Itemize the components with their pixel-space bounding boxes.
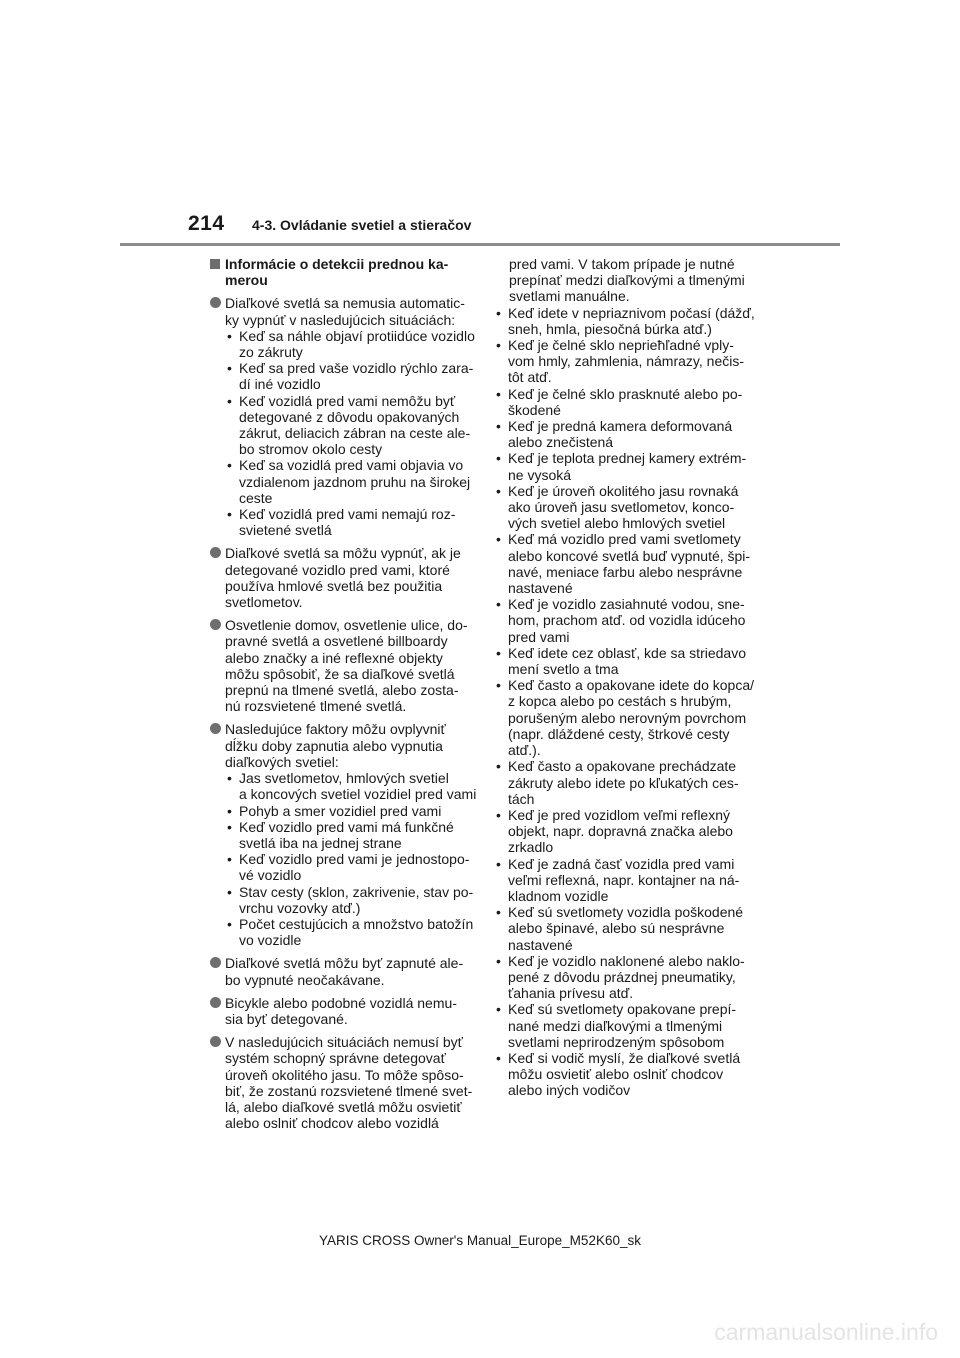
bullet-line: vé vozidlo	[239, 867, 302, 884]
right-column	[494, 256, 756, 1099]
bullet-marker: •	[496, 677, 501, 694]
text-line: Diaľkové svetlá sa môžu vypnúť, ak je	[225, 545, 461, 562]
left-column	[210, 256, 477, 1138]
bullet-line: Keď sa vozidlá pred vami objavia vo	[239, 457, 464, 474]
bullet-item	[494, 531, 756, 596]
subsection-heading	[210, 256, 472, 288]
info-item	[210, 955, 472, 987]
bullet-line: Keď idete cez oblasť, kde sa striedavo	[508, 644, 746, 661]
bullet-item	[494, 856, 756, 905]
bullet-line: Keď je teplota prednej kamery extrém-	[508, 450, 747, 467]
bullet-line: vých svetiel alebo hmlových svetiel	[508, 515, 726, 532]
bullet-line: sneh, hmla, piesočná búrka atď.)	[508, 320, 712, 337]
bullet-line: Keď je vozidlo zasiahnuté vodou, sne-	[508, 596, 745, 613]
bullet-line: hom, prachom atď. od vozidla idúceho	[508, 612, 746, 629]
bullet-line: môžu osvietiť alebo oslniť chodcov	[508, 1066, 724, 1083]
bullet-line: Keď je čelné sklo prasknuté alebo po-	[508, 385, 743, 402]
bullet-line: detegované z dôvodu opakovaných	[239, 408, 460, 425]
bullet-marker: •	[227, 851, 232, 868]
bullet-marker: •	[496, 1001, 501, 1018]
bullet-line: tách	[508, 790, 535, 807]
bullet-marker: •	[227, 457, 232, 474]
bullet-marker: •	[496, 385, 501, 402]
bullet-item	[225, 851, 472, 883]
bullet-line: vom hmly, zahmlenia, námrazy, nečis-	[508, 353, 744, 370]
bullet-list	[225, 327, 475, 539]
bullet-line: Keď sú svetlomety vozidla poškodené	[508, 904, 744, 921]
bullet-marker: •	[227, 770, 232, 787]
text-line: môžu spôsobiť, že sa diaľkové svetlá	[225, 665, 455, 682]
text-line: detegované vozidlo pred vami, ktoré	[225, 561, 450, 578]
text-line: sia byť detegované.	[225, 1010, 348, 1027]
text-line: svetlami manuálne.	[509, 288, 630, 305]
bullet-line: zrkadlo	[508, 839, 554, 856]
bullet-line: z kopca alebo po cestách s hrubým,	[508, 693, 732, 710]
item-text	[225, 295, 472, 327]
bullet-line: Jas svetlometov, hmlových svetiel	[239, 770, 449, 787]
page-number: 214	[188, 212, 225, 235]
text-line: pred vami. V takom prípade je nutné	[509, 256, 735, 272]
bullet-line: atď.).	[508, 742, 541, 759]
text-line: dĺžku doby zapnutia alebo vypnutia	[225, 737, 443, 754]
circle-bullet-icon	[210, 723, 221, 734]
bullet-line: nané medzi diaľkovými a tlmenými	[508, 1017, 723, 1034]
right-bullets	[494, 305, 756, 1099]
item-text	[225, 995, 472, 1027]
section-title: 4-3. Ovládanie svetiel a stieračov	[252, 217, 472, 233]
bullet-line: alebo znečistená	[508, 434, 614, 451]
bullet-marker: •	[496, 855, 501, 872]
circle-bullet-icon	[210, 1036, 221, 1047]
bullet-line: zo zákruty	[239, 344, 303, 361]
bullet-line: porušeným alebo nerovným povrchom	[508, 709, 747, 726]
bullet-marker: •	[227, 802, 232, 819]
circle-bullet-icon	[210, 547, 221, 558]
bullet-line: škodené	[508, 401, 561, 418]
bullet-item	[494, 758, 756, 807]
text-line: biť, že zostanú rozsvietené tlmené svet-	[225, 1082, 473, 1099]
bullet-item	[494, 645, 756, 677]
item-text	[225, 617, 472, 714]
bullet-line: Počet cestujúcich a množstvo batožín	[239, 915, 474, 932]
info-item	[210, 617, 472, 714]
bullet-line: tôt atď.	[508, 369, 552, 386]
text-line: diaľkových svetiel:	[225, 753, 339, 770]
bullet-line: Keď je vozidlo naklonené alebo naklo-	[508, 952, 745, 969]
bullet-item	[494, 904, 756, 953]
bullet-line: ceste	[239, 489, 273, 506]
bullet-line: Keď má vozidlo pred vami svetlomety	[508, 531, 741, 548]
circle-bullet-icon	[210, 957, 221, 968]
bullet-line: Keď vozidlá pred vami nemôžu byť	[239, 392, 456, 409]
bullet-item	[225, 327, 475, 361]
text-line: Osvetlenie domov, osvetlenie ulice, do-	[225, 617, 468, 634]
bullet-line: Keď je pred vozidlom veľmi reflexný	[508, 806, 730, 823]
bullet-item	[494, 483, 756, 532]
circle-bullet-icon	[210, 297, 221, 308]
bullet-line: Keď je zadná časť vozidla pred vami	[508, 855, 735, 872]
bullet-item	[494, 450, 756, 482]
bullet-line: ťahania prívesu atď.	[508, 985, 634, 1002]
bullet-line: nastavené	[508, 936, 573, 953]
bullet-item	[225, 506, 472, 538]
bullet-marker: •	[227, 915, 232, 932]
bullet-item	[225, 393, 472, 458]
bullet-line: Pohyb a smer vozidiel pred vami	[239, 802, 442, 819]
bullet-line: Keď je úroveň okolitého jasu rovnaká	[508, 482, 739, 499]
bullet-marker: •	[496, 531, 501, 548]
bullet-item	[494, 1001, 756, 1050]
bullet-item	[494, 418, 756, 450]
bullet-marker: •	[496, 337, 501, 354]
text-line: alebo značky a iné reflexné objekty	[225, 649, 443, 666]
bullet-line: Keď sa náhle objaví protiidúce vozidlo	[239, 327, 475, 344]
text-line: prepínať medzi diaľkovými a tlmenými	[509, 272, 745, 289]
bullet-item	[494, 386, 756, 418]
bullet-item	[494, 1050, 756, 1099]
bullet-line: (napr. dláždené cesty, štrkové cesty	[508, 725, 730, 742]
text-line: úroveň okolitého jasu. To môže spôso-	[225, 1066, 464, 1083]
bullet-marker: •	[227, 327, 232, 344]
text-line: pravné svetlá a osvetlené billboardy	[225, 633, 448, 650]
bullet-line: ako úroveň jasu svetlometov, konco-	[508, 499, 735, 516]
bullet-line: alebo koncové svetlá buď vypnuté, špi-	[508, 547, 751, 564]
circle-bullet-icon	[210, 997, 221, 1008]
watermark: carmanualsonline.info	[714, 1319, 938, 1345]
header-rule	[120, 243, 840, 246]
bullet-line: vzdialenom jazdnom pruhu na širokej	[239, 473, 471, 490]
info-item	[210, 545, 472, 610]
info-item	[210, 1034, 472, 1131]
bullet-marker: •	[496, 482, 501, 499]
bullet-marker: •	[496, 952, 501, 969]
bullet-item	[225, 884, 472, 916]
bullet-line: alebo iných vodičov	[508, 1082, 631, 1099]
heading-line: Informácie o detekcii prednou ka-	[225, 256, 449, 272]
bullet-line: vrchu vozovky atď.)	[239, 899, 361, 916]
text-line: svetlometov.	[225, 594, 303, 611]
bullet-line: kladnom vozidle	[508, 887, 609, 904]
bullet-line: svetlá iba na jednej strane	[239, 834, 402, 851]
text-line: Diaľkové svetlá sa nemusia automatic-	[225, 295, 465, 312]
bullet-item	[494, 337, 756, 386]
bullet-list	[225, 770, 477, 949]
text-line: ky vypnúť v nasledujúcich situáciách:	[225, 311, 456, 328]
bullet-item	[225, 916, 472, 948]
text-line: Diaľkové svetlá môžu byť zapnuté ale-	[225, 955, 464, 972]
bullet-line: Keď sú svetlomety opakovane prepí-	[508, 1001, 737, 1018]
info-item	[210, 295, 475, 539]
bullet-line: Keď často a opakovane idete do kopca/	[508, 677, 754, 694]
text-line: Bicykle alebo podobné vozidlá nemu-	[225, 994, 457, 1011]
bullet-marker: •	[227, 883, 232, 900]
bullet-list	[494, 305, 756, 1099]
bullet-line: Keď vozidlo pred vami je jednostopo-	[239, 851, 470, 868]
info-item	[210, 995, 472, 1027]
bullet-line: Keď idete v nepriaznivom počasí (dážď,	[508, 304, 755, 321]
footer-text: YARIS CROSS Owner's Manual_Europe_M52K60_sk	[319, 1233, 641, 1248]
text-line: lá, alebo diaľkové svetlá môžu osvietiť	[225, 1098, 462, 1115]
text-line: V nasledujúcich situáciách nemusí byť	[225, 1034, 463, 1051]
bullet-line: Keď vozidlo pred vami má funkčné	[239, 818, 454, 835]
bullet-marker: •	[496, 450, 501, 467]
bullet-item	[494, 305, 756, 337]
item-text	[225, 955, 472, 987]
info-item	[210, 721, 477, 949]
square-bullet-icon	[210, 259, 220, 269]
bullet-marker: •	[496, 1049, 501, 1066]
bullet-marker: •	[496, 904, 501, 921]
bullet-item	[225, 803, 472, 819]
bullet-line: Keď je predná kamera deformovaná	[508, 418, 733, 435]
bullet-marker: •	[496, 304, 501, 321]
text-line: nú rozsvietené tlmené svetlá.	[225, 698, 407, 715]
bullet-line: nastavené	[508, 580, 573, 597]
bullet-marker: •	[227, 818, 232, 835]
text-line: systém schopný správne detegovať	[225, 1050, 446, 1067]
bullet-line: objekt, napr. dopravná značka alebo	[508, 823, 733, 840]
bullet-line: vo vozidle	[239, 932, 302, 949]
bullet-item	[225, 360, 472, 392]
bullet-marker: •	[496, 758, 501, 775]
bullet-marker: •	[496, 596, 501, 613]
bullet-line: pené z dôvodu prázdnej pneumatiky,	[508, 968, 736, 985]
bullet-line: Keď si vodič myslí, že diaľkové svetlá	[508, 1049, 741, 1066]
bullet-item	[225, 457, 472, 506]
bullet-item	[225, 770, 477, 803]
bullet-marker: •	[496, 418, 501, 435]
bullet-line: svietené svetlá	[239, 522, 332, 539]
text-line: prepnú na tlmené svetlá, alebo zosta-	[225, 682, 459, 699]
continued-text	[494, 256, 756, 305]
bullet-marker: •	[496, 644, 501, 661]
bullet-marker: •	[496, 806, 501, 823]
bullet-line: Stav cesty (sklon, zakrivenie, stav po-	[239, 883, 474, 900]
bullet-line: zákruty alebo idete po kľukatých ces-	[508, 774, 739, 791]
bullet-line: bo stromov okolo cesty	[239, 441, 383, 458]
bullet-line: Keď sa pred vaše vozidlo rýchlo zara-	[239, 360, 474, 377]
bullet-line: alebo špinavé, alebo sú nesprávne	[508, 920, 725, 937]
bullet-marker: •	[227, 360, 232, 377]
bullet-item	[494, 677, 756, 758]
text-line: používa hmlové svetlá bez použitia	[225, 577, 443, 594]
bullet-item	[494, 596, 756, 645]
bullet-line: dí iné vozidlo	[239, 376, 321, 393]
bullet-marker: •	[227, 506, 232, 523]
text-line: bo vypnuté neočakávane.	[225, 971, 385, 988]
bullet-marker: •	[227, 392, 232, 409]
bullet-line: Keď často a opakovane prechádzate	[508, 758, 737, 775]
bullet-item	[225, 819, 472, 851]
bullet-item	[494, 953, 756, 1002]
bullet-line: veľmi reflexná, napr. kontajner na ná-	[508, 871, 740, 888]
heading-line: merou	[225, 272, 268, 289]
bullet-line: navé, meniace farbu alebo nesprávne	[508, 563, 743, 580]
bullet-line: Keď je čelné sklo neprieħľadné vply-	[508, 337, 734, 354]
bullet-line: Keď vozidlá pred vami nemajú roz-	[239, 506, 456, 523]
bullet-line: mení svetlo a tma	[508, 661, 619, 678]
bullet-line: a koncových svetiel vozidiel pred vami	[239, 786, 477, 803]
item-text	[225, 545, 472, 610]
bullet-line: ne vysoká	[508, 466, 572, 483]
bullet-item	[494, 807, 756, 856]
text-line: alebo oslniť chodcov alebo vozidlá	[225, 1115, 439, 1132]
bullet-line: zákrut, deliacich zábran na ceste ale-	[239, 425, 471, 442]
bullet-line: svetlami neprirodzeným spôsobom	[508, 1033, 725, 1050]
bullet-line: pred vami	[508, 628, 570, 645]
circle-bullet-icon	[210, 619, 221, 630]
item-text	[225, 1034, 472, 1131]
item-text	[225, 721, 472, 770]
text-line: Nasledujúce faktory môžu ovplyvniť	[225, 721, 446, 738]
